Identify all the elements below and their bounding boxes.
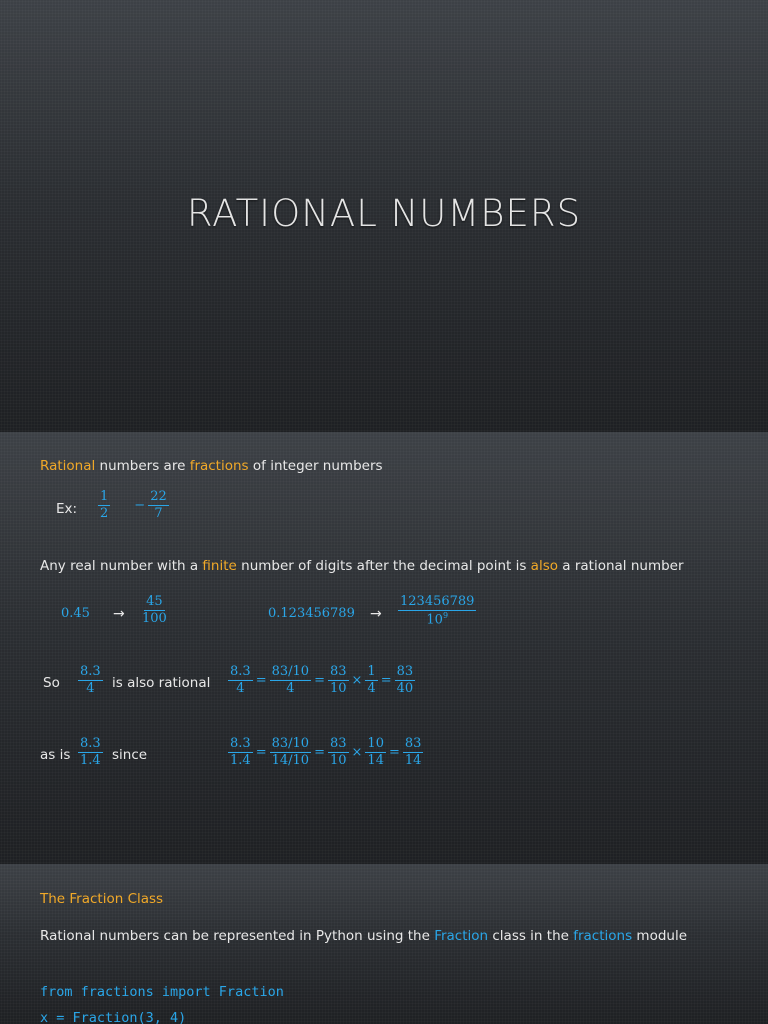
arrow-icon: →	[113, 606, 125, 622]
highlight-fractions: fractions	[189, 458, 249, 474]
numerator: 83	[404, 736, 422, 751]
example-fractions	[96, 490, 171, 520]
denominator: 1.4	[80, 752, 101, 768]
fraction-123456789	[396, 595, 478, 627]
numerator: 45	[146, 594, 163, 609]
fraction-45-100	[138, 595, 171, 625]
equals-sign: =	[314, 672, 325, 688]
denominator: 4	[286, 680, 295, 696]
text-segment: a rational number	[558, 558, 684, 574]
fraction	[140, 595, 169, 625]
text-segment: numbers are	[95, 458, 190, 474]
denominator: 2	[100, 505, 109, 521]
fraction	[365, 737, 386, 767]
numerator: 83	[329, 664, 347, 679]
so-label: So	[43, 675, 60, 691]
numerator: 83/10	[271, 664, 310, 679]
numerator: 8.3	[230, 736, 251, 751]
since-label: since	[112, 747, 148, 763]
finite-decimal-line	[40, 558, 684, 574]
numerator: 83/10	[271, 736, 310, 751]
fraction-83-4	[76, 665, 105, 695]
text-segment: Rational numbers can be represented in Python using the	[40, 928, 435, 944]
numerator: 22	[150, 489, 167, 504]
denominator: 4	[86, 680, 95, 696]
text-segment: of integer numbers	[248, 458, 383, 474]
denominator: 4	[367, 680, 376, 696]
numerator: 10	[367, 736, 384, 751]
definition-line	[40, 458, 383, 474]
fraction	[328, 665, 349, 695]
code-line-assign: x = Fraction(3, 4)	[40, 1010, 187, 1024]
content-slide-rational	[0, 432, 768, 864]
fraction	[270, 737, 311, 767]
equals-sign: =	[388, 744, 400, 760]
highlight-finite: finite	[202, 558, 237, 574]
numerator: 8.3	[80, 664, 101, 679]
highlight-also: also	[530, 558, 558, 574]
is-also-rational-text: is also rational	[112, 675, 211, 691]
fraction	[78, 665, 103, 695]
denominator: 10	[329, 752, 347, 768]
arrow-icon: →	[370, 606, 382, 622]
text-segment: number of digits after the decimal point is	[236, 558, 531, 574]
example-label: Ex:	[56, 501, 78, 517]
denominator: 100	[142, 610, 167, 626]
equals-sign: =	[255, 672, 267, 688]
denominator: 10	[329, 680, 347, 696]
python-fraction-line	[40, 928, 687, 944]
times-sign: ×	[351, 672, 363, 688]
highlight-rational: Rational	[40, 458, 96, 474]
section-heading: The Fraction Class	[40, 891, 164, 907]
fraction	[78, 737, 103, 767]
numerator: 83	[329, 736, 347, 751]
numerator: 83	[396, 664, 414, 679]
denominator: 14	[367, 752, 384, 768]
numerator: 1	[367, 664, 376, 679]
slide-title: RATIONAL NUMBERS	[186, 192, 582, 235]
fraction	[270, 665, 311, 695]
denominator: 7	[154, 505, 163, 521]
numerator: 123456789	[400, 594, 475, 609]
fraction	[228, 665, 253, 695]
decimal-045: 0.45	[61, 606, 90, 621]
denominator: 1.4	[230, 752, 251, 768]
equals-sign: =	[380, 672, 392, 688]
times-sign: ×	[351, 744, 363, 760]
content-slide-fraction-class	[0, 864, 768, 1024]
as-is-label: as is	[40, 747, 71, 763]
numerator: 8.3	[80, 736, 101, 751]
equals-sign: =	[255, 744, 267, 760]
equals-sign: =	[314, 744, 325, 760]
fraction	[228, 737, 253, 767]
minus-sign: −	[134, 497, 146, 513]
numerator: 8.3	[230, 664, 251, 679]
denominator: 14/10	[271, 752, 310, 768]
denominator: 4	[236, 680, 245, 696]
decimal-0123456789: 0.123456789	[268, 606, 355, 621]
equation-2	[226, 737, 425, 767]
fraction	[398, 595, 476, 627]
fraction	[395, 665, 416, 695]
fraction-83-14	[76, 737, 105, 767]
text-segment: module	[632, 928, 688, 944]
fraction	[148, 490, 169, 520]
base: 10	[426, 611, 443, 627]
denominator: 14	[404, 752, 422, 768]
text-segment: class in the	[488, 928, 574, 944]
fraction	[365, 665, 377, 695]
title-slide	[0, 0, 768, 432]
highlight-fraction: Fraction	[434, 928, 489, 944]
fraction	[403, 737, 424, 767]
denominator	[424, 611, 450, 627]
equation-1	[226, 665, 417, 695]
text-segment: Any real number with a	[40, 558, 203, 574]
denominator: 40	[396, 680, 414, 696]
highlight-fractions-module: fractions	[573, 928, 633, 944]
fraction	[98, 490, 110, 520]
numerator: 1	[100, 489, 109, 504]
code-line-import: from fractions import Fraction	[40, 984, 284, 1000]
fraction	[328, 737, 349, 767]
exponent: 9	[442, 610, 449, 620]
